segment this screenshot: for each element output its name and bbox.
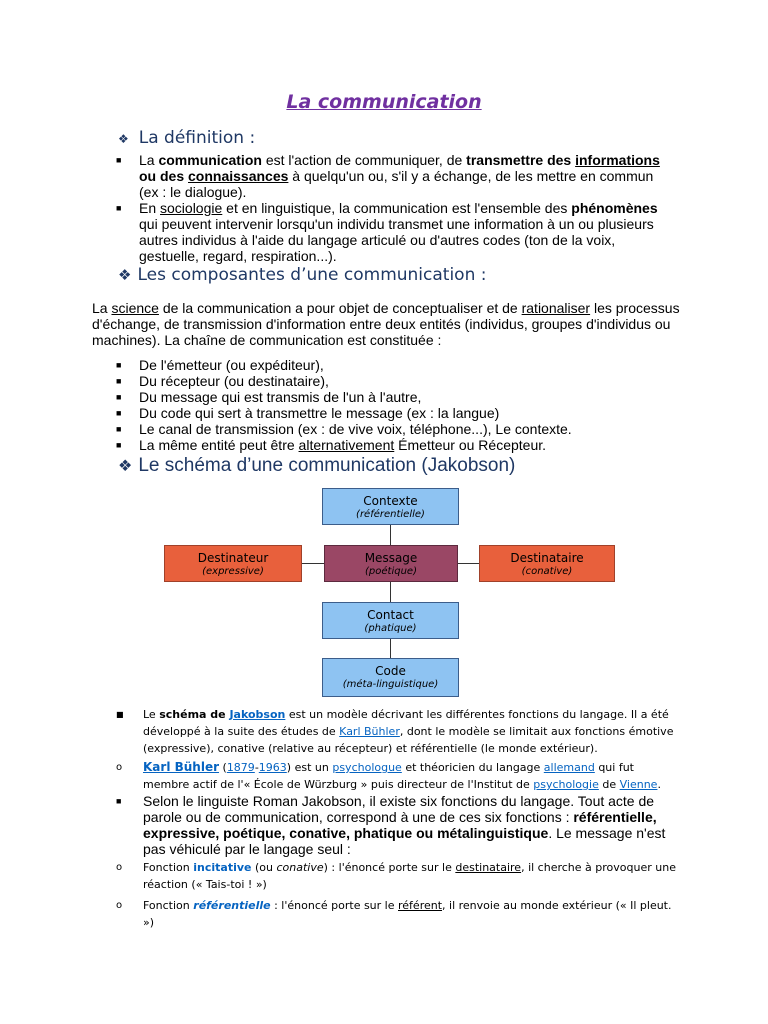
list-item: ■ En sociologie et en linguistique, la communication est l'ensemble des phénomènes qui peuvent intervenir lorsqu'un individu transmet une information à un ou plusieurs autres individus à l'aide du langage articulé ou d'autres codes (ton de la voix, gestuelle, regard, respiration...). [116, 200, 658, 264]
square-bullet-icon: ■ [116, 155, 122, 165]
box-destinataire: Destinataire (conative) [479, 545, 615, 582]
page-title: La communication [286, 91, 482, 113]
box-code: Code (méta-linguistique) [322, 658, 459, 697]
list-item: o Fonction incitative (ou conative) : l'énoncé porte sur le destinataire, il cherche à provoquer une réaction (« Tais-toi ! ») [116, 861, 676, 891]
circle-bullet-icon: o [116, 762, 123, 773]
circle-bullet-icon: o [116, 900, 123, 911]
box-destinateur: Destinateur (expressive) [164, 545, 302, 582]
square-bullet-icon: ■ [116, 376, 122, 386]
jakobson-details-list [116, 706, 676, 931]
list-item: ■ Le canal de transmission (ex : de vive voix, téléphone...), Le contexte. [116, 421, 572, 437]
link-allemand[interactable]: allemand [543, 761, 595, 774]
link-psychologue[interactable]: psychologue [332, 761, 402, 774]
list-item: ■ La communication est l'action de communiquer, de transmettre des informations ou des connaissances à quelqu'un ou, s'il y a échange, de les mettre en commun (ex : le dialogue). [116, 152, 660, 200]
section-composantes-heading [118, 265, 486, 285]
box-contact: Contact (phatique) [322, 602, 459, 639]
link-jakobson[interactable]: Jakobson [229, 708, 286, 721]
list-item: ■ Du récepteur (ou destinataire), [116, 373, 329, 389]
link-1879[interactable]: 1879 [226, 761, 255, 774]
link-vienne[interactable]: Vienne [619, 778, 658, 791]
list-item: o Karl Bühler (1879-1963) est un psychologue et théoricien du langage allemand qui fut membre actif de l'« École de Würzburg » puis directeur de l'Institut de psychologie de Vienne. [116, 760, 661, 791]
circle-bullet-icon: o [116, 862, 123, 873]
square-bullet-icon: ■ [116, 440, 122, 450]
square-bullet-icon: ■ [116, 424, 122, 434]
composantes-list [116, 357, 676, 453]
definition-list [116, 152, 676, 264]
square-bullet-icon: ■ [116, 203, 122, 213]
section-schema-heading [118, 455, 515, 477]
square-bullet-icon: ■ [116, 796, 122, 806]
section-definition-heading [118, 128, 255, 148]
composantes-paragraph: La science de la communication a pour objet de conceptualiser et de rationaliser les processus d'échange, de transmission d'information entre deux entités (individus, groupes d'individus ou machines). La chaîne de communication est constituée : [92, 300, 680, 348]
square-bullet-icon: ■ [116, 710, 124, 719]
box-message: Message (poétique) [324, 545, 458, 582]
list-item: ■ La même entité peut être alternativement Émetteur ou Récepteur. [116, 437, 547, 453]
list-item: ■ Du message qui est transmis de l'un à l'autre, [116, 389, 422, 405]
heading-text: Le schéma d’une communication (Jakobson) [138, 455, 516, 476]
list-item: ■ De l'émetteur (ou expéditeur), [116, 357, 324, 373]
link-1963[interactable]: 1963 [258, 761, 287, 774]
list-item: ■ Le schéma de Jakobson est un modèle décrivant les différentes fonctions du langage. Il a été développé à la suite des études de Karl Bühler, dont le modèle se limitait aux fonctions émotive (expressive), conative (relative au récepteur) et référentielle (le monde extérieur). [116, 708, 674, 755]
link-karl-buhler-bio[interactable]: Karl Bühler [143, 760, 220, 774]
heading-text: Les composantes d’une communication : [137, 265, 487, 285]
square-bullet-icon: ■ [116, 392, 122, 402]
box-contexte: Contexte (référentielle) [322, 488, 459, 525]
link-karl-buhler[interactable]: Karl Bühler [339, 725, 400, 738]
diamond-bullet-icon: ❖ [118, 132, 129, 146]
heading-text: La définition : [138, 128, 256, 148]
list-item: ■ Du code qui sert à transmettre le message (ex : la langue) [116, 405, 500, 421]
list-item: ■ Selon le linguiste Roman Jakobson, il existe six fonctions du langage. Tout acte de parole ou de communication, correspond à une de ces six fonctions : référentielle, expressive, poétique, conative, phatique ou métalinguistique. Le message n'est pas véhiculé par le langage seul : [116, 793, 666, 857]
square-bullet-icon: ■ [116, 360, 122, 370]
diamond-bullet-icon: ❖ [118, 458, 133, 475]
square-bullet-icon: ■ [116, 408, 122, 418]
list-item: o Fonction référentielle : l'énoncé porte sur le référent, il renvoie au monde extérieur (« Il pleut. ») [116, 899, 672, 929]
link-psychologie[interactable]: psychologie [533, 778, 599, 791]
diamond-bullet-icon: ❖ [118, 266, 132, 284]
